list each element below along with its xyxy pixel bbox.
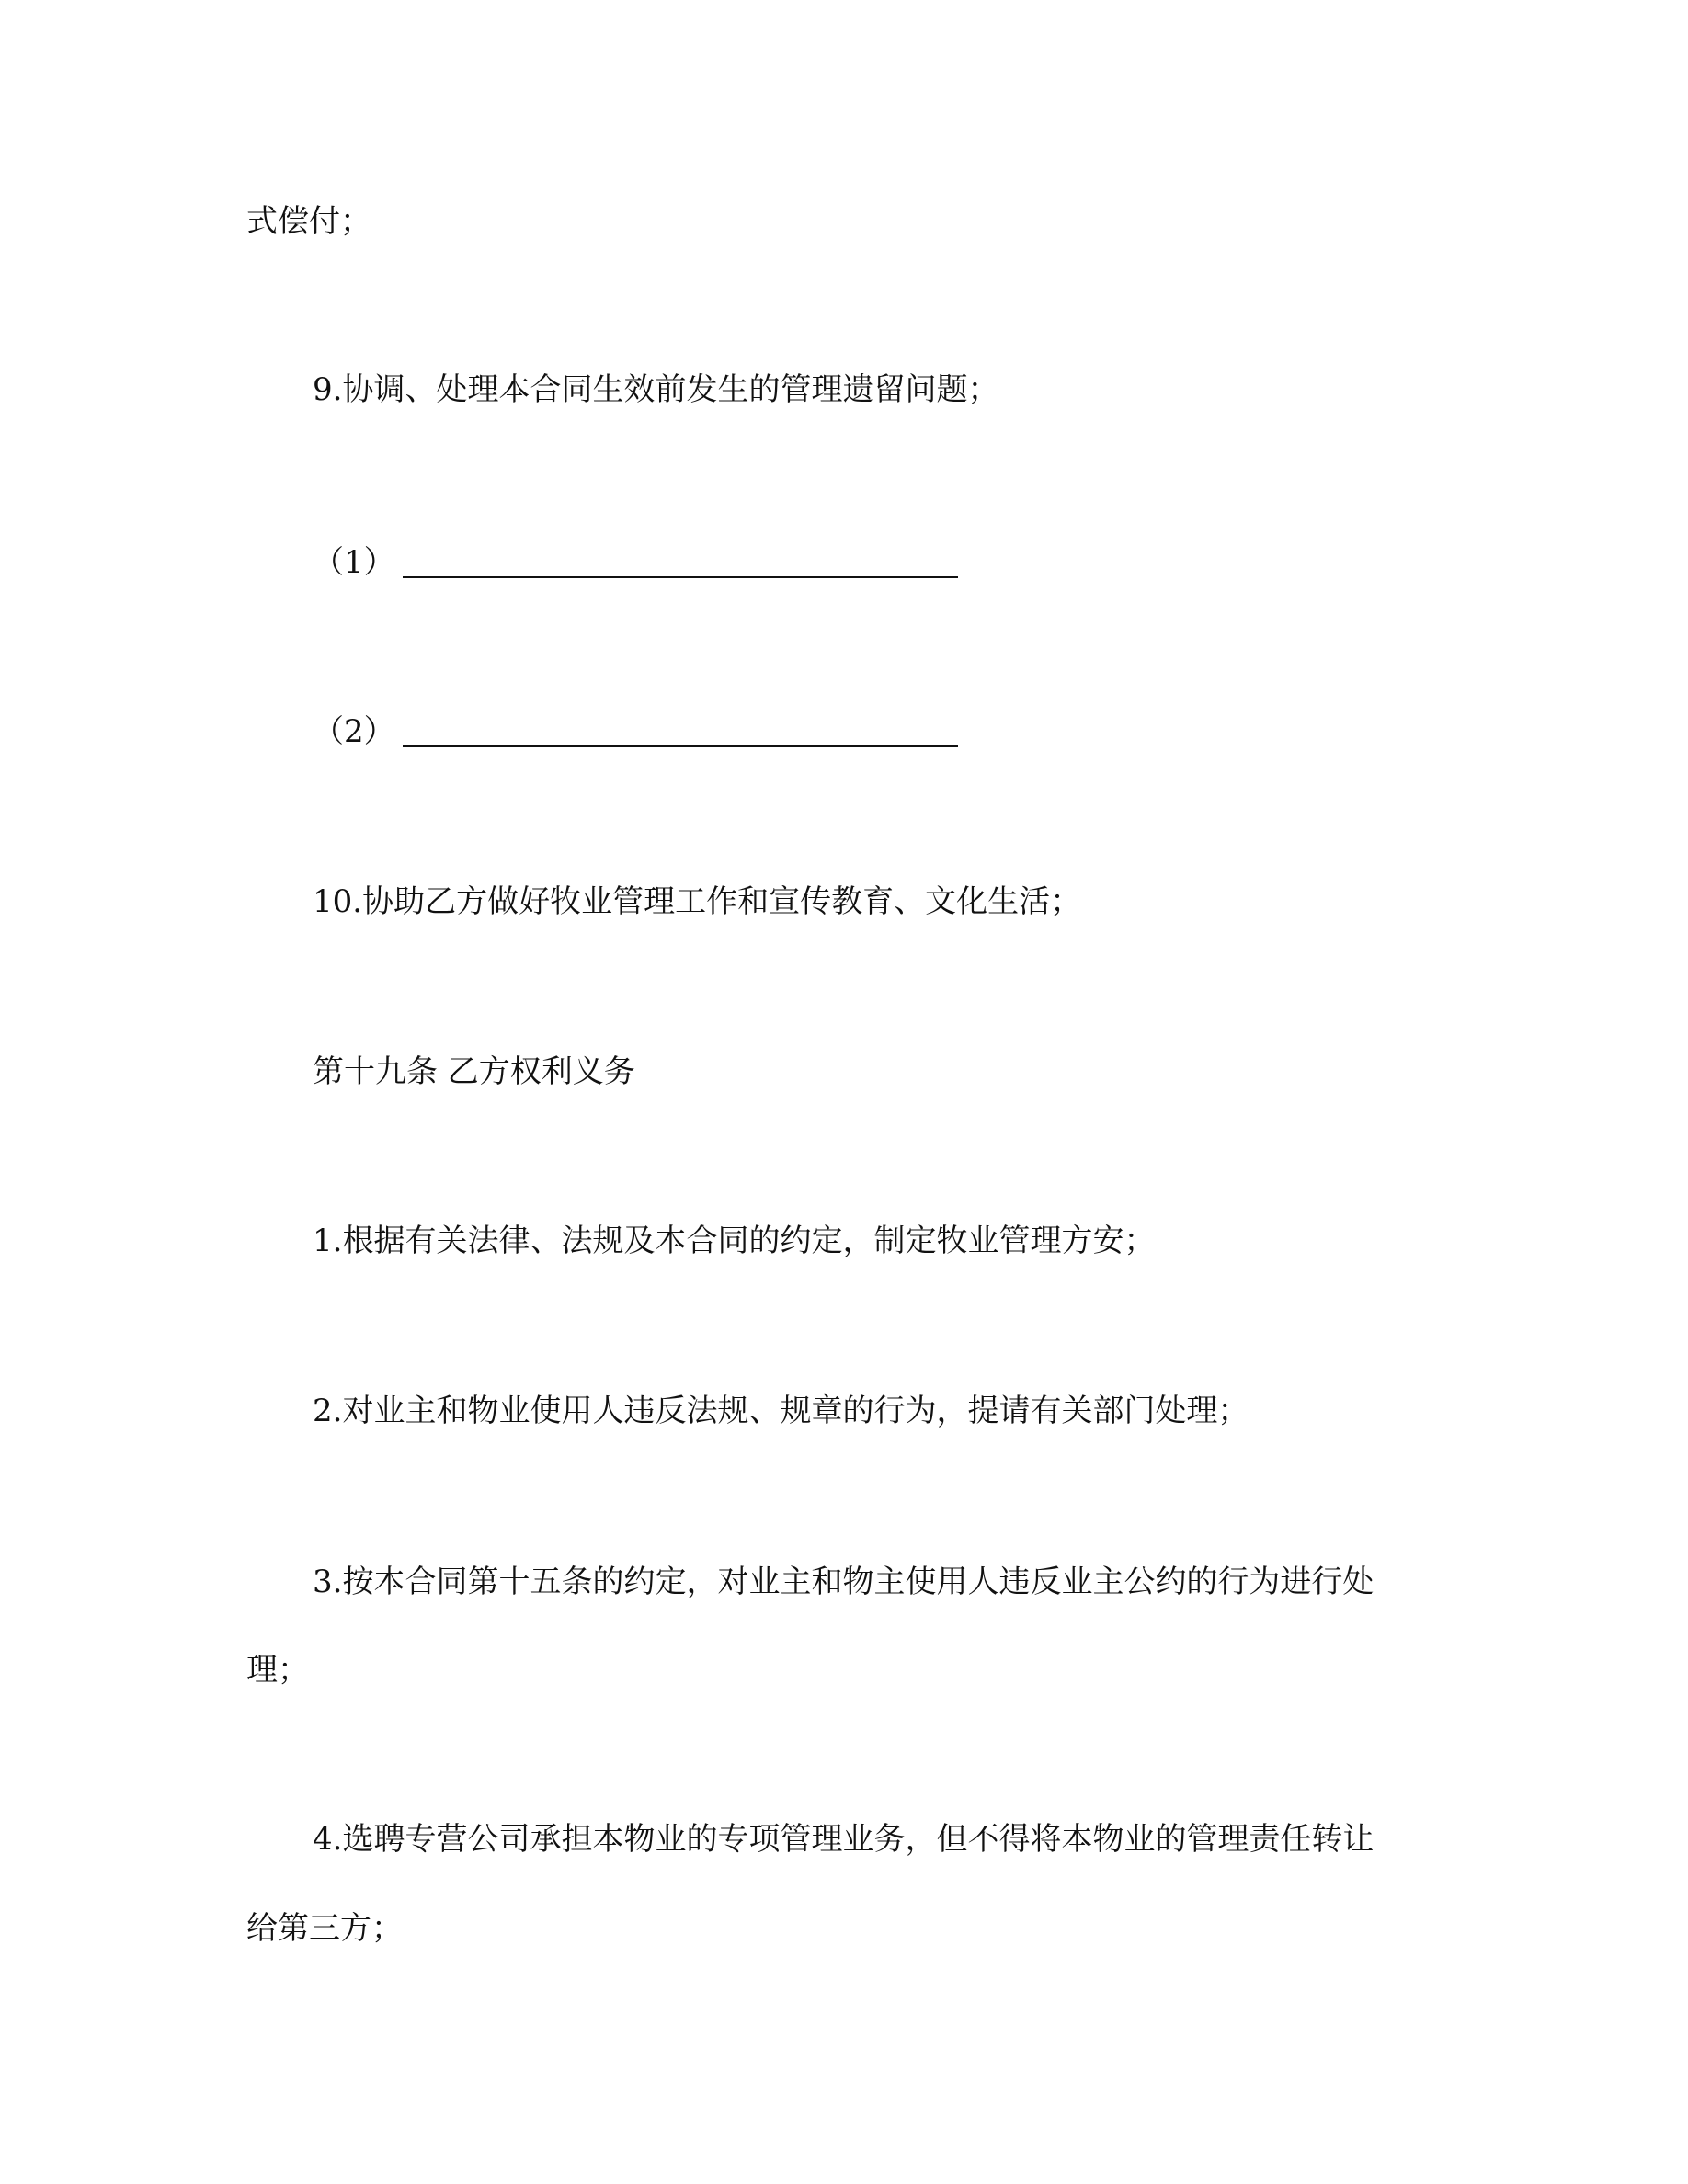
text-line-item-9: 9.协调、处理本合同生效前发生的管理遗留问题；	[313, 371, 999, 408]
article-19-heading: 第十九条 乙方权利义务	[313, 1053, 635, 1090]
text-line-right-3-continuation: 理；	[246, 1652, 309, 1689]
text-line-right-3: 3.按本合同第十五条的约定，对业主和物主使用人违反业主公约的行为进行处	[313, 1564, 1374, 1600]
fill-in-blank-1	[403, 576, 958, 578]
text-line-continuation-payment: 式偿付；	[246, 203, 371, 240]
text-line-right-1: 1.根据有关法律、法规及本合同的约定，制定牧业管理方安；	[313, 1223, 1156, 1259]
text-line-right-4: 4.选聘专营公司承担本物业的专项管理业务，但不得将本物业的管理责任转让	[313, 1821, 1374, 1858]
text-line-item-10: 10.协助乙方做好牧业管理工作和宣传教育、文化生活；	[313, 883, 1082, 920]
text-line-right-2: 2.对业主和物业使用人违反法规、规章的行为，提请有关部门处理；	[313, 1393, 1249, 1429]
fill-in-label-1: （1）	[313, 544, 395, 581]
fill-in-item-1	[313, 544, 958, 581]
fill-in-label-2: （2）	[313, 713, 395, 750]
fill-in-item-2	[313, 713, 958, 750]
fill-in-blank-2	[403, 745, 958, 747]
text-line-right-4-continuation: 给第三方；	[246, 1910, 403, 1947]
